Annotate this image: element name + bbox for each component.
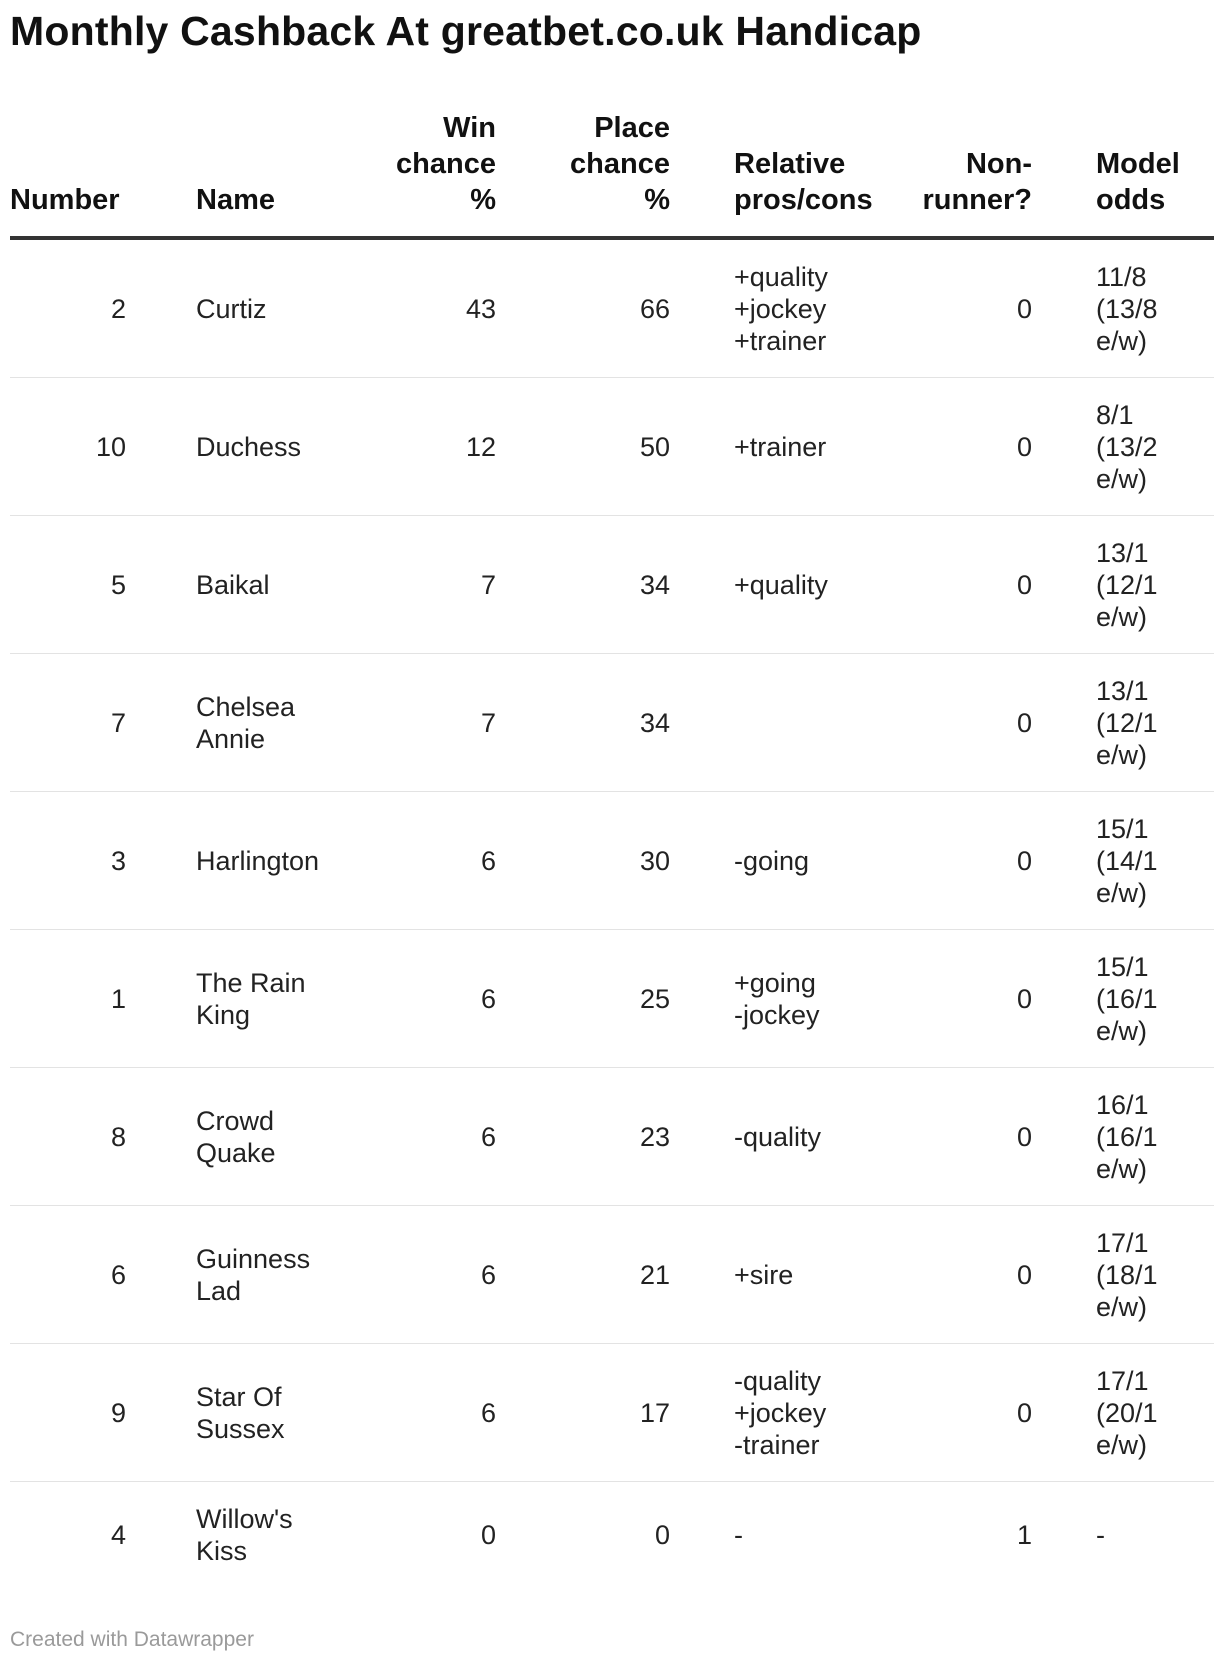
- cell-number: 1: [10, 930, 126, 1068]
- header-win-chance[interactable]: Win chance %: [306, 110, 496, 238]
- cell-place-chance: 34: [496, 654, 670, 792]
- cell-name: Curtiz: [126, 238, 306, 378]
- cell-win-chance: 43: [306, 238, 496, 378]
- cell-pros-cons: -quality: [670, 1068, 870, 1206]
- cell-place-chance: 23: [496, 1068, 670, 1206]
- cell-number: 2: [10, 238, 126, 378]
- cell-pros-cons: +quality +jockey +trainer: [670, 238, 870, 378]
- cell-non-runner: 0: [870, 1344, 1032, 1482]
- cell-non-runner: 0: [870, 1206, 1032, 1344]
- cell-name: Duchess: [126, 378, 306, 516]
- cell-win-chance: 12: [306, 378, 496, 516]
- cell-number: 9: [10, 1344, 126, 1482]
- table-row: [10, 1068, 1214, 1206]
- table-row: [10, 792, 1214, 930]
- cell-win-chance: 6: [306, 792, 496, 930]
- cell-place-chance: 66: [496, 238, 670, 378]
- cell-non-runner: 0: [870, 1068, 1032, 1206]
- runners-table: [10, 110, 1214, 1588]
- cell-place-chance: 30: [496, 792, 670, 930]
- cell-pros-cons: -: [734, 1520, 743, 1550]
- cell-non-runner: 0: [870, 238, 1032, 378]
- cell-place-chance: 0: [654, 1520, 670, 1550]
- cell-model-odds: 13/1 (12/1 e/w): [1032, 654, 1214, 792]
- cell-name: Harlington: [126, 792, 306, 930]
- page-title: Monthly Cashback At greatbet.co.uk Handicap: [10, 8, 922, 54]
- cell-win-chance: 7: [306, 654, 496, 792]
- cell-place-chance: 21: [496, 1206, 670, 1344]
- header-name[interactable]: Name: [126, 110, 306, 238]
- table-row: [10, 516, 1214, 654]
- table-row: [10, 238, 1214, 378]
- table-row: [10, 930, 1214, 1068]
- cell-model-odds: -: [1096, 1520, 1105, 1550]
- table-row: [10, 1206, 1214, 1344]
- cell-non-runner: 1: [1016, 1520, 1032, 1550]
- table-row: [10, 654, 1214, 792]
- cell-model-odds: 16/1 (16/1 e/w): [1032, 1068, 1214, 1206]
- cell-non-runner: 0: [870, 654, 1032, 792]
- cell-win-chance: 6: [306, 1068, 496, 1206]
- cell-place-chance: 34: [496, 516, 670, 654]
- header-model-odds[interactable]: Model odds: [1032, 110, 1214, 238]
- cell-win-chance: 6: [306, 1344, 496, 1482]
- cell-non-runner: 0: [870, 516, 1032, 654]
- cell-model-odds: 11/8 (13/8 e/w): [1032, 238, 1214, 378]
- cell-name: Chelsea Annie: [126, 654, 306, 792]
- cell-model-odds: 13/1 (12/1 e/w): [1032, 516, 1214, 654]
- cell-pros-cons: +going -jockey: [670, 930, 870, 1068]
- cell-pros-cons: -quality +jockey -trainer: [670, 1344, 870, 1482]
- cell-pros-cons: -going: [670, 792, 870, 930]
- cell-place-chance: 17: [496, 1344, 670, 1482]
- table-row: [10, 1482, 1214, 1589]
- table-row: [10, 378, 1214, 516]
- header-number[interactable]: Number: [10, 110, 126, 238]
- cell-number: 7: [10, 654, 126, 792]
- header-place-chance[interactable]: Place chance %: [496, 110, 670, 238]
- cell-number: 3: [10, 792, 126, 930]
- cell-number: 10: [10, 378, 126, 516]
- cell-pros-cons: +trainer: [670, 378, 870, 516]
- table-header-row: [10, 110, 1214, 238]
- header-pros-cons[interactable]: Relative pros/cons: [670, 110, 870, 238]
- cell-name: Willow's Kiss: [196, 1504, 293, 1566]
- cell-name: The Rain King: [126, 930, 306, 1068]
- table-row: [10, 1344, 1214, 1482]
- cell-pros-cons: +sire: [670, 1206, 870, 1344]
- credit-footer: Created with Datawrapper: [10, 1628, 254, 1651]
- cell-model-odds: 17/1 (18/1 e/w): [1032, 1206, 1214, 1344]
- cell-model-odds: 15/1 (14/1 e/w): [1032, 792, 1214, 930]
- cell-pros-cons: +quality: [670, 516, 870, 654]
- cell-win-chance: 7: [306, 516, 496, 654]
- cell-number: 8: [10, 1068, 126, 1206]
- cell-pros-cons: [670, 654, 870, 792]
- cell-number: 4: [110, 1520, 126, 1550]
- cell-non-runner: 0: [870, 930, 1032, 1068]
- cell-model-odds: 8/1 (13/2 e/w): [1032, 378, 1214, 516]
- cell-win-chance: 6: [306, 1206, 496, 1344]
- cell-model-odds: 15/1 (16/1 e/w): [1032, 930, 1214, 1068]
- cell-name: Crowd Quake: [126, 1068, 306, 1206]
- cell-win-chance: 0: [480, 1520, 496, 1550]
- cell-name: Star Of Sussex: [126, 1344, 306, 1482]
- cell-place-chance: 50: [496, 378, 670, 516]
- header-non-runner[interactable]: Non- runner?: [870, 110, 1032, 238]
- cell-non-runner: 0: [870, 378, 1032, 516]
- cell-number: 6: [10, 1206, 126, 1344]
- cell-place-chance: 25: [496, 930, 670, 1068]
- cell-non-runner: 0: [870, 792, 1032, 930]
- cell-name: Guinness Lad: [126, 1206, 306, 1344]
- cell-name: Baikal: [126, 516, 306, 654]
- cell-win-chance: 6: [306, 930, 496, 1068]
- cell-number: 5: [10, 516, 126, 654]
- cell-model-odds: 17/1 (20/1 e/w): [1032, 1344, 1214, 1482]
- table-body: [10, 238, 1214, 1588]
